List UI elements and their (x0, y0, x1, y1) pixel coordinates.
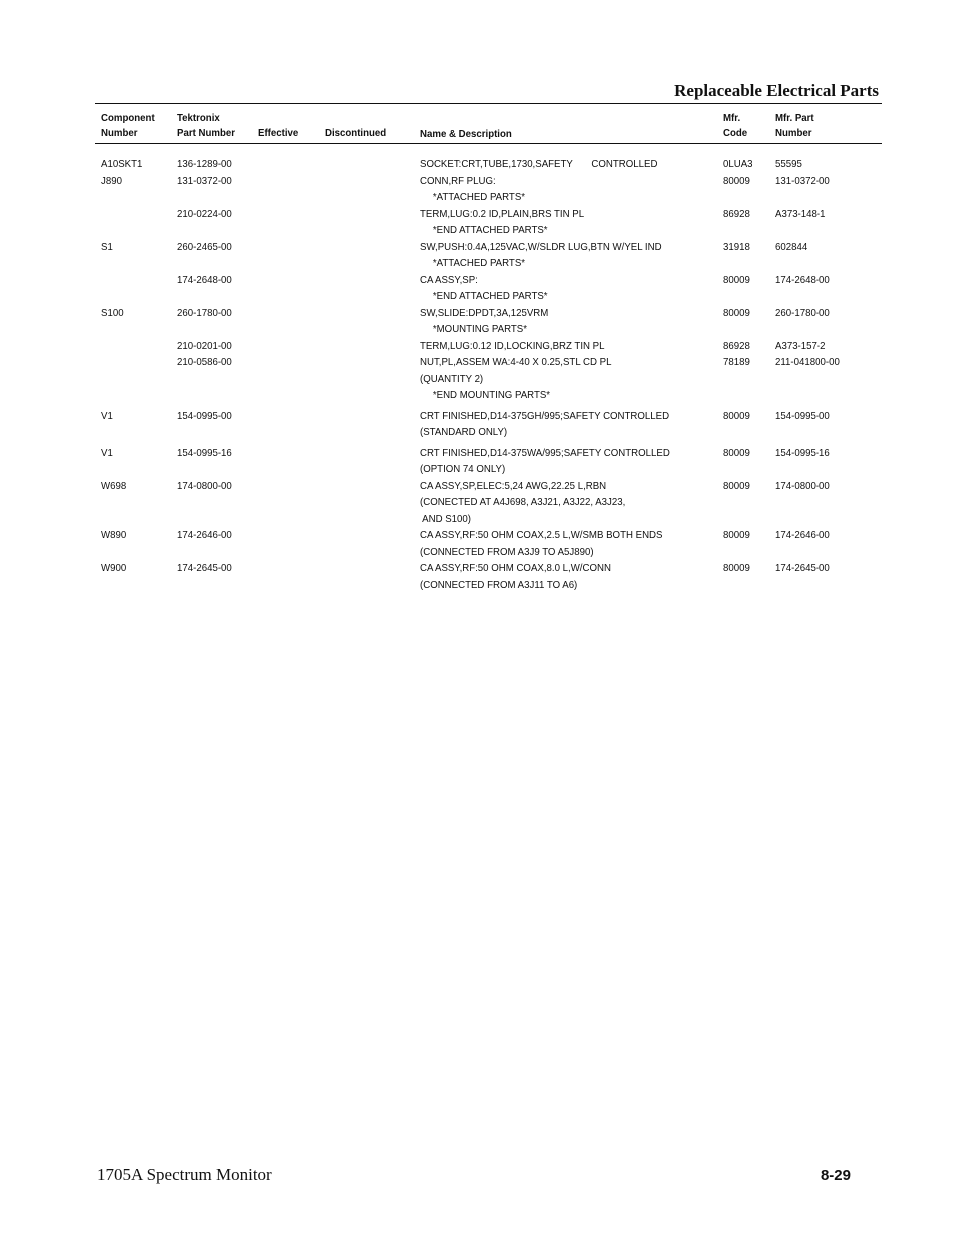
table-row (0, 272, 954, 305)
mfr-part-number: A373-157-2 (775, 339, 826, 352)
name-description (420, 527, 662, 560)
name-description (420, 408, 669, 441)
description-line: CA ASSY,RF:50 OHM COAX,2.5 L,W/SMB BOTH ENDS (420, 529, 663, 541)
description-line: *END ATTACHED PARTS* (432, 290, 548, 302)
mfr-code: 80009 (723, 562, 750, 574)
name-description (420, 239, 662, 272)
name-description (420, 445, 670, 478)
table-row (0, 338, 954, 355)
table-row (0, 527, 954, 560)
tektronix-part-number: 174-0800-00 (177, 479, 232, 492)
description-line: *ATTACHED PARTS* (432, 191, 526, 203)
description-line: CA ASSY,RF:50 OHM COAX,8.0 L,W/CONN (420, 562, 611, 574)
description-line: (STANDARD ONLY) (420, 426, 508, 438)
table-row (0, 478, 954, 528)
name-description (420, 272, 548, 305)
mfr-part-number: 174-0800-00 (775, 479, 830, 492)
description-line: *END ATTACHED PARTS* (432, 224, 548, 236)
mfr-code: 80009 (723, 306, 750, 319)
mfr-code: 80009 (723, 273, 750, 286)
description-line: SOCKET:CRT,TUBE,1730,SAFETY CONTROLLED (420, 158, 658, 170)
mfr-part-number: 154-0995-16 (775, 446, 830, 459)
mfr-part-number: 131-0372-00 (775, 174, 830, 187)
column-header-component: Component Number (101, 112, 155, 139)
description-line: SW,PUSH:0.4A,125VAC,W/SLDR LUG,BTN W/YEL IND (420, 240, 662, 253)
mfr-part-number: 154-0995-00 (775, 409, 830, 422)
table-row (0, 354, 954, 404)
tektronix-part-number: 210-0224-00 (177, 207, 232, 220)
mfr-part-number: 602844 (775, 240, 808, 253)
component-number: S100 (101, 306, 124, 319)
page-number: 8-29 (820, 1167, 851, 1184)
table-row (0, 408, 954, 441)
description-line: TERM,LUG:0.2 ID,PLAIN,BRS TIN PL (420, 207, 585, 220)
tektronix-part-number: 174-2648-00 (177, 273, 232, 286)
mfr-code: 31918 (723, 240, 750, 253)
header-top-rule (95, 103, 882, 104)
description-line: (CONNECTED FROM A3J9 TO A5J890) (420, 545, 594, 558)
component-number: W698 (101, 479, 127, 492)
name-description (420, 156, 657, 173)
tektronix-part-number: 136-1289-00 (177, 158, 232, 170)
description-line: *ATTACHED PARTS* (432, 257, 526, 269)
name-description (420, 305, 548, 338)
name-description (420, 206, 584, 239)
parts-table (0, 155, 954, 593)
component-number: J890 (101, 174, 122, 187)
name-description (420, 478, 625, 528)
table-row (0, 156, 954, 173)
description-line: (OPTION 74 ONLY) (420, 463, 506, 475)
mfr-part-number: 174-2648-00 (775, 273, 830, 286)
description-line: CA ASSY,SP,ELEC:5,24 AWG,22.25 L,RBN (420, 479, 607, 492)
tektronix-part-number: 174-2645-00 (177, 562, 232, 574)
tektronix-part-number: 154-0995-00 (177, 409, 232, 422)
component-number: W890 (101, 529, 127, 541)
mfr-part-number: 174-2645-00 (775, 562, 830, 574)
component-number: V1 (101, 446, 113, 459)
column-header-mfr-part: Mfr. Part Number (775, 112, 814, 139)
table-row (0, 239, 954, 272)
mfr-part-number: 260-1780-00 (775, 306, 830, 319)
tektronix-part-number: 210-0586-00 (177, 356, 232, 368)
description-line: TERM,LUG:0.12 ID,LOCKING,BRZ TIN PL (420, 339, 605, 352)
name-description (420, 338, 604, 355)
tektronix-part-number: 210-0201-00 (177, 339, 232, 352)
tektronix-part-number: 131-0372-00 (177, 174, 232, 187)
description-line: AND S100) (420, 512, 472, 525)
column-header-mfr-code: Mfr. Code (723, 112, 748, 139)
name-description (420, 354, 611, 404)
mfr-part-number: 211-041800-00 (775, 356, 840, 368)
name-description (420, 173, 525, 206)
description-line: SW,SLIDE:DPDT,3A,125VRM (420, 306, 549, 319)
mfr-part-number: 174-2646-00 (775, 529, 830, 541)
tektronix-part-number: 260-2465-00 (177, 240, 232, 253)
mfr-code: 0LUA3 (723, 158, 753, 170)
section-title: Replaceable Electrical Parts (674, 81, 879, 100)
description-line: NUT,PL,ASSEM WA:4-40 X 0.25,STL CD PL (420, 356, 612, 368)
mfr-code: 86928 (723, 207, 750, 220)
mfr-part-number: A373-148-1 (775, 207, 826, 220)
description-line: (QUANTITY 2) (420, 372, 484, 385)
component-number: S1 (101, 240, 113, 253)
description-line: (CONECTED AT A4J698, A3J21, A3J22, A3J23, (420, 496, 626, 508)
header-bottom-rule (95, 143, 882, 144)
footer-title: 1705A Spectrum Monitor (97, 1165, 272, 1184)
component-number: W900 (101, 562, 127, 574)
column-header-tektronix-part: Tektronix Part Number (177, 112, 235, 139)
table-row (0, 305, 954, 338)
description-line: *END MOUNTING PARTS* (432, 389, 551, 401)
tektronix-part-number: 260-1780-00 (177, 306, 232, 319)
name-description (420, 560, 611, 593)
column-header-discontinued: Discontinued (325, 127, 387, 139)
column-header-name-description: Name & Description (420, 128, 512, 140)
mfr-code: 86928 (723, 339, 750, 352)
table-row (0, 560, 954, 593)
description-line: CRT FINISHED,D14-375WA/995;SAFETY CONTROLLED (420, 446, 670, 459)
component-number: A10SKT1 (101, 158, 143, 170)
mfr-code: 80009 (723, 174, 750, 187)
table-row (0, 206, 954, 239)
column-header-effective: Effective (258, 127, 299, 139)
tektronix-part-number: 154-0995-16 (177, 446, 232, 459)
tektronix-part-number: 174-2646-00 (177, 529, 232, 541)
description-line: CA ASSY,SP: (420, 273, 478, 286)
mfr-code: 80009 (723, 409, 750, 422)
table-row (0, 445, 954, 478)
description-line: CONN,RF PLUG: (420, 174, 496, 187)
component-number: V1 (101, 409, 113, 422)
mfr-code: 80009 (723, 446, 750, 459)
mfr-code: 80009 (723, 529, 750, 541)
mfr-part-number: 55595 (775, 158, 802, 170)
table-row (0, 173, 954, 206)
description-line: CRT FINISHED,D14-375GH/995;SAFETY CONTROLLED (420, 409, 670, 422)
mfr-code: 80009 (723, 479, 750, 492)
description-line: *MOUNTING PARTS* (432, 323, 527, 335)
description-line: (CONNECTED FROM A3J11 TO A6) (420, 578, 578, 591)
mfr-code: 78189 (723, 356, 750, 368)
